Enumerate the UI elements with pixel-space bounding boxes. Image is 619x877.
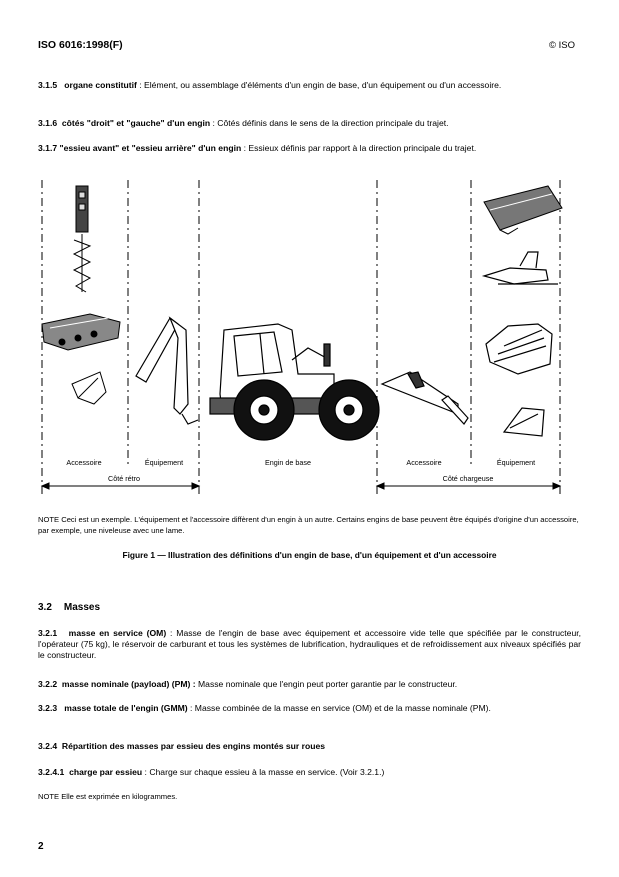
dimension-arrows — [42, 483, 560, 489]
clause-number: 3.2.1 — [38, 628, 58, 638]
small-bucket-drawing — [72, 372, 106, 404]
clause-number: 3.2.3 — [38, 703, 58, 713]
pallet-fork-drawing — [484, 252, 558, 284]
note-kilogrammes: NOTE Elle est exprimée en kilogrammes. — [38, 792, 178, 801]
definition-text: : Masse combinée de la masse en service (OM) et de la masse nominale (PM). — [187, 703, 491, 713]
definition-3-2-4-1 — [38, 767, 581, 778]
copyright-mark: © ISO — [548, 40, 575, 51]
term: "essieu avant" et "essieu arrière" d'un engin — [59, 143, 242, 153]
label-cote-retro: Côté rétro — [108, 474, 140, 483]
clause-number: 3.2.4.1 — [38, 767, 65, 777]
subsection-3-2-4 — [38, 741, 581, 752]
definition-3-1-6 — [38, 118, 581, 129]
definition-3-1-7 — [38, 143, 581, 154]
bucket-drawing — [504, 408, 544, 436]
definition-3-2-1 — [38, 628, 581, 661]
trencher-attachment-drawing — [42, 314, 120, 350]
label-equipement-right: Équipement — [496, 458, 536, 467]
section-number: 3.2 — [38, 602, 52, 613]
term: masse en service (OM) — [68, 628, 167, 638]
clause-number: 3.1.5 — [38, 80, 58, 90]
term: masse nominale (payload) (PM) : — [61, 679, 196, 689]
hedge-cutter-drawing — [484, 186, 562, 234]
grapple-fork-drawing — [486, 324, 552, 374]
section-heading — [38, 602, 100, 613]
definition-text: : Elément, ou assemblage d'éléments d'un engin de base, d'un équipement ou d'un accessoire. — [136, 80, 502, 90]
definition-3-1-5 — [38, 80, 581, 91]
auger-attachment-drawing — [74, 186, 90, 292]
definition-text: : Masse de l'engin de base avec équipement et accessoire vide telle que spécifiée par le constructeur, l'opérateur (75 kg), le réservoir de carburant et tous les systèmes de lubrification, hydrauliques et de refroidissement aux niveaux spécifiés par le constructeur. — [38, 628, 581, 660]
clause-number: 3.2.4 — [38, 741, 58, 751]
definition-3-2-2 — [38, 679, 581, 690]
label-accessoire-right: Accessoire — [406, 458, 442, 467]
definition-text: Masse nominale que l'engin peut porter garantie par le constructeur. — [195, 679, 458, 689]
figure-caption: Figure 1 — Illustration des définitions d'un engin de base, d'un équipement et d'un accessoire — [122, 550, 497, 560]
term: organe constitutif — [64, 80, 137, 90]
definition-text: : Essieux définis par rapport à la direction principale du trajet. — [241, 143, 477, 153]
standard-reference: ISO 6016:1998(F) — [38, 39, 123, 51]
definition-3-2-3 — [38, 703, 581, 714]
loader-tractor-drawing — [210, 324, 379, 440]
section-title: Masses — [63, 602, 101, 613]
figure-note: NOTE Ceci est un exemple. L'équipement et l'accessoire diffèrent d'un engin à un autre. Certains engins de base peuvent être équipés d'origine d'un accessoire, par exemple, une niveleuse avec une lame. — [38, 515, 579, 535]
loader-arm-drawing — [382, 372, 468, 424]
clause-number: 3.1.6 — [38, 118, 58, 128]
label-equipement-left: Équipement — [144, 458, 184, 467]
page-number: 2 — [38, 841, 44, 852]
label-accessoire-left: Accessoire — [66, 458, 102, 467]
term: côtés "droit" et "gauche" d'un engin — [61, 118, 211, 128]
backhoe-arm-drawing — [136, 318, 198, 424]
subsection-title: Répartition des masses par essieu des engins montés sur roues — [61, 741, 326, 751]
label-cote-chargeuse: Côté chargeuse — [442, 474, 494, 483]
figure-1-illustration — [38, 178, 578, 498]
label-engin-de-base: Engin de base — [265, 458, 311, 467]
definition-text: : Charge sur chaque essieu à la masse en service. (Voir 3.2.1.) — [142, 767, 385, 777]
clause-number: 3.2.2 — [38, 679, 58, 689]
term: charge par essieu — [69, 767, 143, 777]
term: masse totale de l'engin (GMM) — [64, 703, 188, 713]
clause-number: 3.1.7 — [38, 143, 58, 153]
definition-text: : Côtés définis dans le sens de la direction principale du trajet. — [210, 118, 449, 128]
